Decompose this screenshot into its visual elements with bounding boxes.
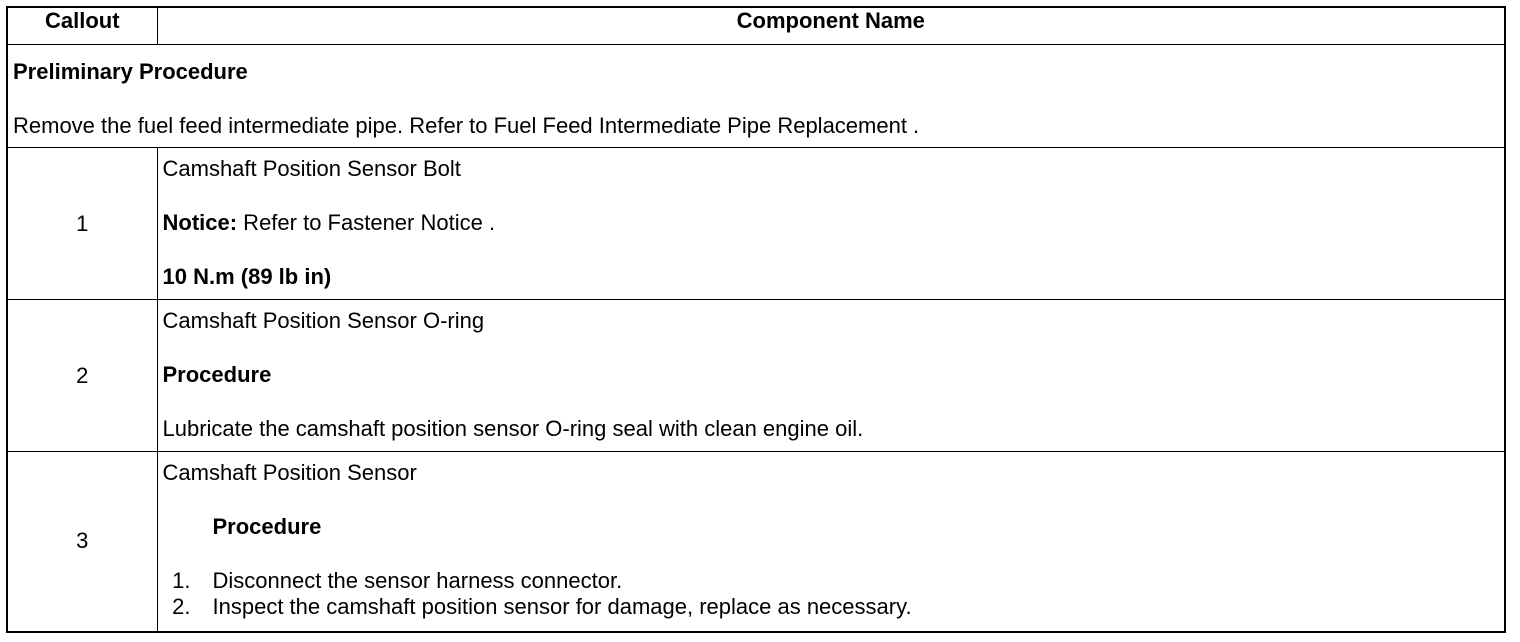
callout-cell: 3 xyxy=(7,452,157,632)
procedure-title: Procedure xyxy=(212,514,322,539)
component-name: Camshaft Position Sensor xyxy=(162,460,417,485)
procedure-text: Lubricate the camshaft position sensor O-ring seal with clean engine oil. xyxy=(162,416,864,441)
table-row xyxy=(7,300,1505,452)
torque-spec: 10 N.m (89 lb in) xyxy=(162,264,332,289)
list-item xyxy=(163,568,1505,594)
callout-cell: 1 xyxy=(7,148,157,300)
preliminary-title: Preliminary Procedure xyxy=(13,59,248,84)
procedure-steps xyxy=(163,568,1505,620)
component-name: Camshaft Position Sensor Bolt xyxy=(162,156,461,181)
step-text: Disconnect the sensor harness connector. xyxy=(212,568,623,593)
step-number: 2. xyxy=(172,594,191,619)
table-row xyxy=(7,452,1505,632)
component-cell xyxy=(157,148,1505,300)
procedure-table xyxy=(6,6,1506,633)
list-item xyxy=(163,594,1505,620)
step-text: Inspect the camshaft position sensor for damage, replace as necessary. xyxy=(212,594,912,619)
component-cell xyxy=(157,452,1505,632)
preliminary-cell xyxy=(7,45,1505,148)
header-component-name: Component Name xyxy=(157,7,1505,45)
table-row xyxy=(7,148,1505,300)
component-cell xyxy=(157,300,1505,452)
notice-text: Refer to Fastener Notice . xyxy=(237,210,496,235)
step-number: 1. xyxy=(172,568,191,593)
header-row xyxy=(7,7,1505,45)
component-name: Camshaft Position Sensor O-ring xyxy=(162,308,485,333)
notice-label: Notice: xyxy=(162,210,238,235)
notice-line xyxy=(163,210,1505,236)
header-callout: Callout xyxy=(7,7,157,45)
procedure-title: Procedure xyxy=(162,362,272,387)
preliminary-text: Remove the fuel feed intermediate pipe. Refer to Fuel Feed Intermediate Pipe Replacement . xyxy=(13,113,920,138)
callout-cell: 2 xyxy=(7,300,157,452)
preliminary-row xyxy=(7,45,1505,148)
